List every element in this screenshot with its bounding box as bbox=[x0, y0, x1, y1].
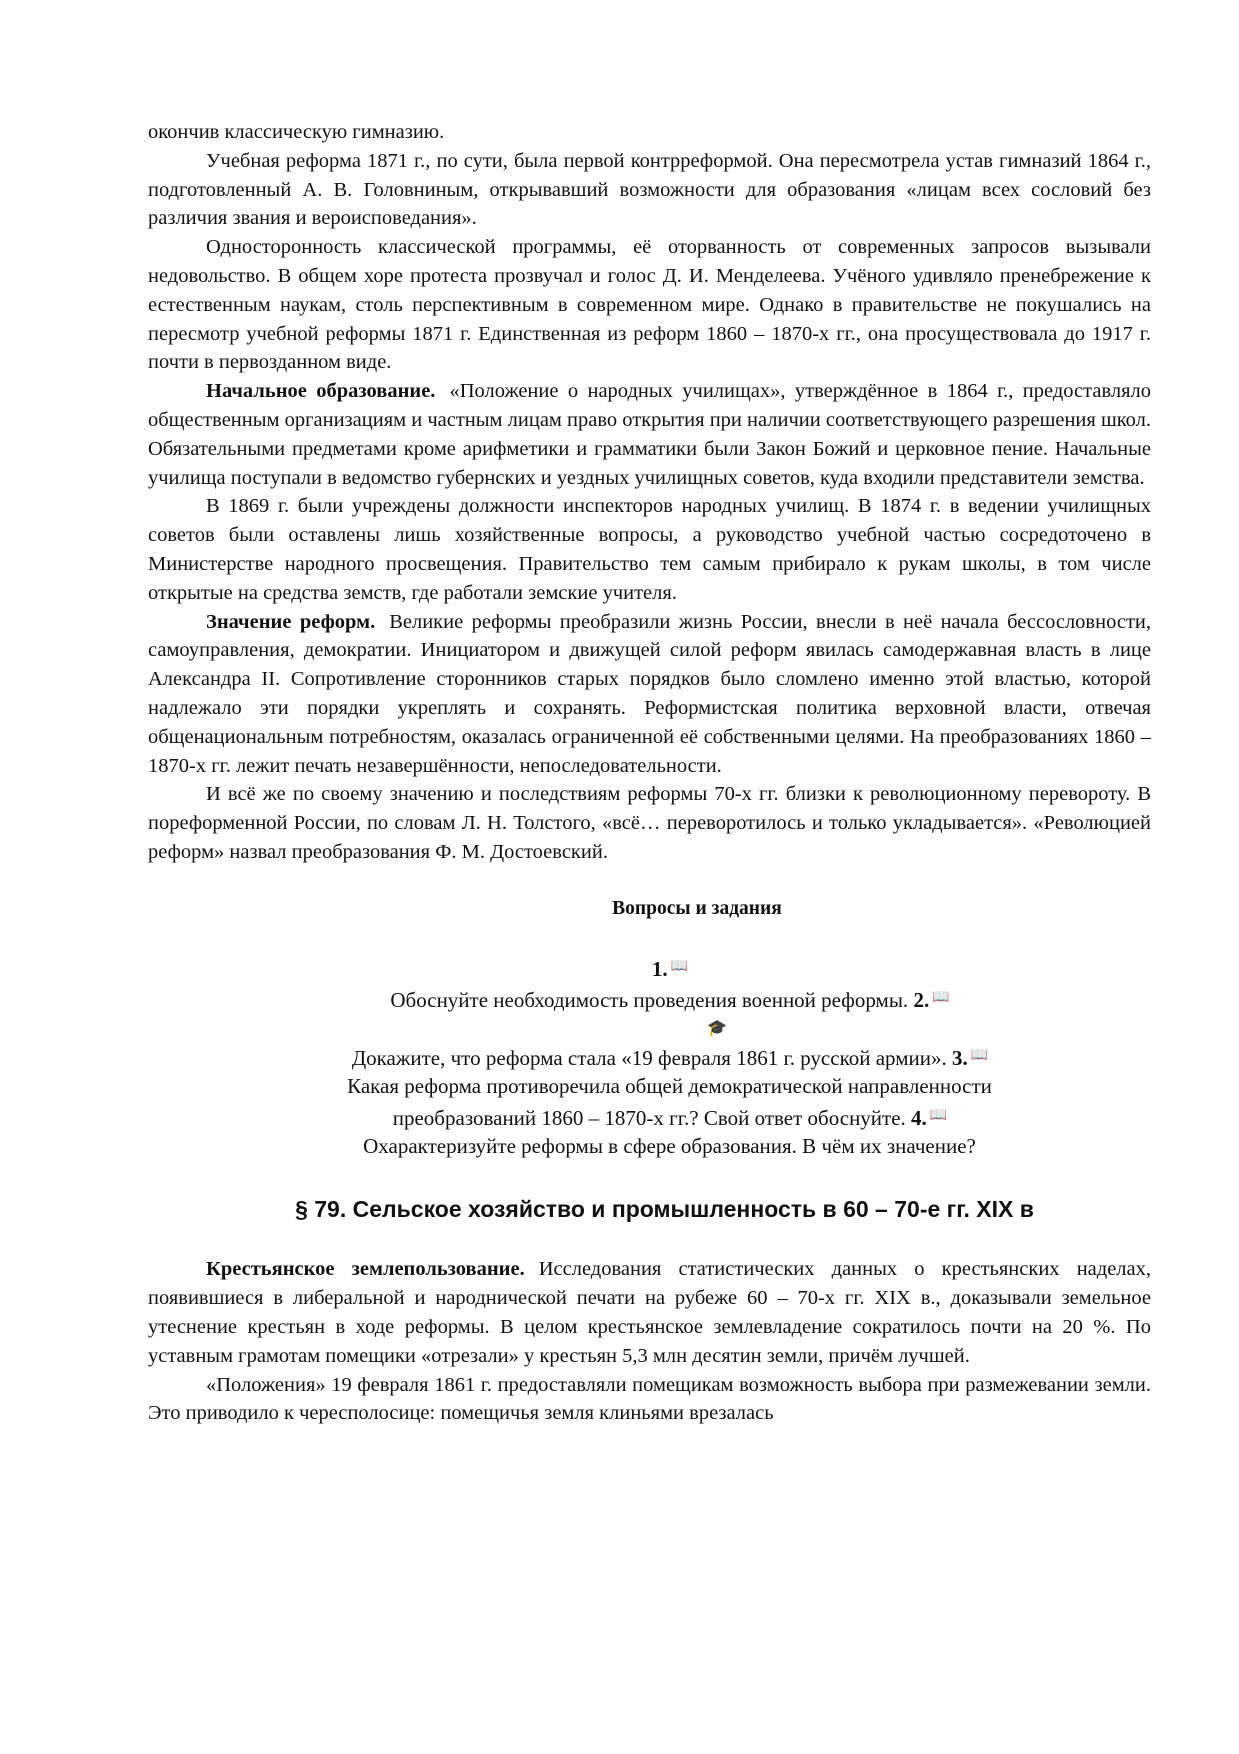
section-title: § 79. Сельское хозяйство и промышленность в 60 – 70-е гг. XIX в bbox=[295, 1195, 1034, 1222]
book-icon: 📖 bbox=[970, 1046, 988, 1063]
paragraph-text: И всё же по своему значению и последствиям реформы 70-х гг. близки к революционному перевороту. В пореформенной России, по словам Л. Н. Толстого, «всё… переворотилось и только укладывается». «Революцией реформ» назвал преобразования Ф. М. Достоевский. bbox=[148, 783, 1151, 863]
question-text: Докажите, что реформа стала «19 февраля 1861 г. русской армии». bbox=[351, 1045, 947, 1070]
question-number: 1. bbox=[651, 956, 668, 981]
paragraph-lead: Начальное образование. bbox=[206, 380, 436, 403]
paragraph bbox=[148, 233, 1151, 377]
graduation-cap-icon: 🎓 bbox=[707, 1017, 727, 1037]
paragraph-text: В 1869 г. были учреждены должности инспекторов народных училищ. В 1874 г. в ведении училищных советов были оставлены лишь хозяйственные вопросы, а руководство учебной частью сосредоточено в Министерстве народного просвещения. Правительство тем самым прибирало к рукам школы, в том числе открытые на средства земств, где работали земские учителя. bbox=[148, 495, 1151, 604]
question-number: 3. bbox=[951, 1045, 968, 1070]
question-1 bbox=[188, 952, 1151, 984]
book-icon: 📖 bbox=[670, 957, 688, 974]
paragraph-text: окончив классическую гимназию. bbox=[148, 121, 445, 143]
paragraph-text: Исследования статистических данных о крестьянских наделах, появившиеся в либеральной и народнической печати на рубеже 60 – 70-х гг. XIX в., доказывали земельное утеснение крестьян в ходе реформы. В целом крестьянское землевладение сократилось почти на 20 %. По уставным грамотам помещики «отрезали» у крестьян 5,3 млн десятин земли, причём лучшей. bbox=[148, 1258, 1151, 1367]
paragraph bbox=[148, 492, 1151, 607]
paragraph bbox=[148, 1371, 1151, 1429]
paragraph bbox=[148, 1255, 1151, 1370]
question-4-text-line: Охарактеризуйте реформы в сфере образования. В чём их значение? bbox=[363, 1134, 976, 1159]
question-text: Обоснуйте необходимость проведения военной реформы. bbox=[390, 988, 909, 1013]
book-icon: 📖 bbox=[929, 1106, 947, 1123]
question-1-text-line bbox=[188, 983, 1151, 1015]
page-content bbox=[148, 118, 1151, 1428]
question-3-text-line bbox=[188, 1101, 1151, 1133]
paragraph-text: «Положение о народных училищах», утверждённое в 1864 г., предоставляло общественным организациям и частным лицам право открытия при наличии соответствующего разрешения школ. Обязательными предметами кроме арифметики и грамматики были Закон Божий и церковное пение. Начальные училища поступали в ведомство губернских и уездных училищных советов, куда входили представители земства. bbox=[148, 380, 1151, 489]
paragraph-text: Односторонность классической программы, её оторванность от современных запросов вызывали недовольство. В общем хоре протеста прозвучал и голос Д. И. Менделеева. Учёного удивляло пренебрежение к естественным наукам, столь перспективным в современном мире. Однако в правительстве не покушались на пересмотр учебной реформы 1871 г. Единственная из реформ 1860 – 1870-х гг., она просуществовала до 1917 г. почти в первозданном виде. bbox=[148, 236, 1151, 374]
question-3-text-line: Какая реформа противоречила общей демократической направленности bbox=[347, 1074, 992, 1099]
paragraph-text: Учебная реформа 1871 г., по сути, была первой контрреформой. Она пересмотрела устав гимназий 1864 г., подготовленный А. В. Головниным, открывавший возможности для образования «лицам всех сословий без различия звания и вероисповедания». bbox=[148, 149, 1151, 230]
paragraph bbox=[148, 147, 1151, 233]
paragraph bbox=[148, 780, 1151, 866]
question-text: преобразований 1860 – 1870-х гг.? Свой ответ обоснуйте. bbox=[392, 1105, 906, 1130]
paragraph-lead: Значение реформ. bbox=[206, 610, 376, 633]
paragraph-text: Великие реформы преобразили жизнь России, внесли в неё начала бессословности, самоуправления, демократии. Инициатором и движущей силой реформ явилась самодержавная власть в лице Александра II. Сопротивление сторонников старых порядков было сломлено именно этой властью, которой надлежало эти порядки укреплять и сохранять. Реформистская политика верховной власти, отвечая общенациональным потребностям, оказалась ограниченной её собственными целями. На преобразованиях 1860 – 1870-х гг. лежит печать незавершённости, непоследовательности. bbox=[148, 610, 1151, 777]
paragraph bbox=[148, 608, 1151, 781]
question-number: 2. bbox=[913, 988, 930, 1013]
question-2-text-line bbox=[188, 1041, 1151, 1073]
questions-list bbox=[148, 952, 1151, 1161]
body-text-top bbox=[148, 118, 1151, 867]
paragraph bbox=[148, 118, 1151, 147]
paragraph bbox=[148, 377, 1151, 492]
book-icon: 📖 bbox=[932, 989, 949, 1006]
paragraph-lead: Крестьянское землепользование. bbox=[206, 1258, 525, 1281]
body-text-bottom bbox=[148, 1255, 1151, 1428]
paragraph-text: «Положения» 19 февраля 1861 г. предоставляли помещикам возможность выбора при размежевании земли. Это приводило к чересполосице: помещичья земля клиньями врезалась bbox=[148, 1373, 1151, 1425]
question-number: 4. bbox=[911, 1105, 927, 1130]
questions-heading: Вопросы и задания bbox=[612, 897, 782, 919]
